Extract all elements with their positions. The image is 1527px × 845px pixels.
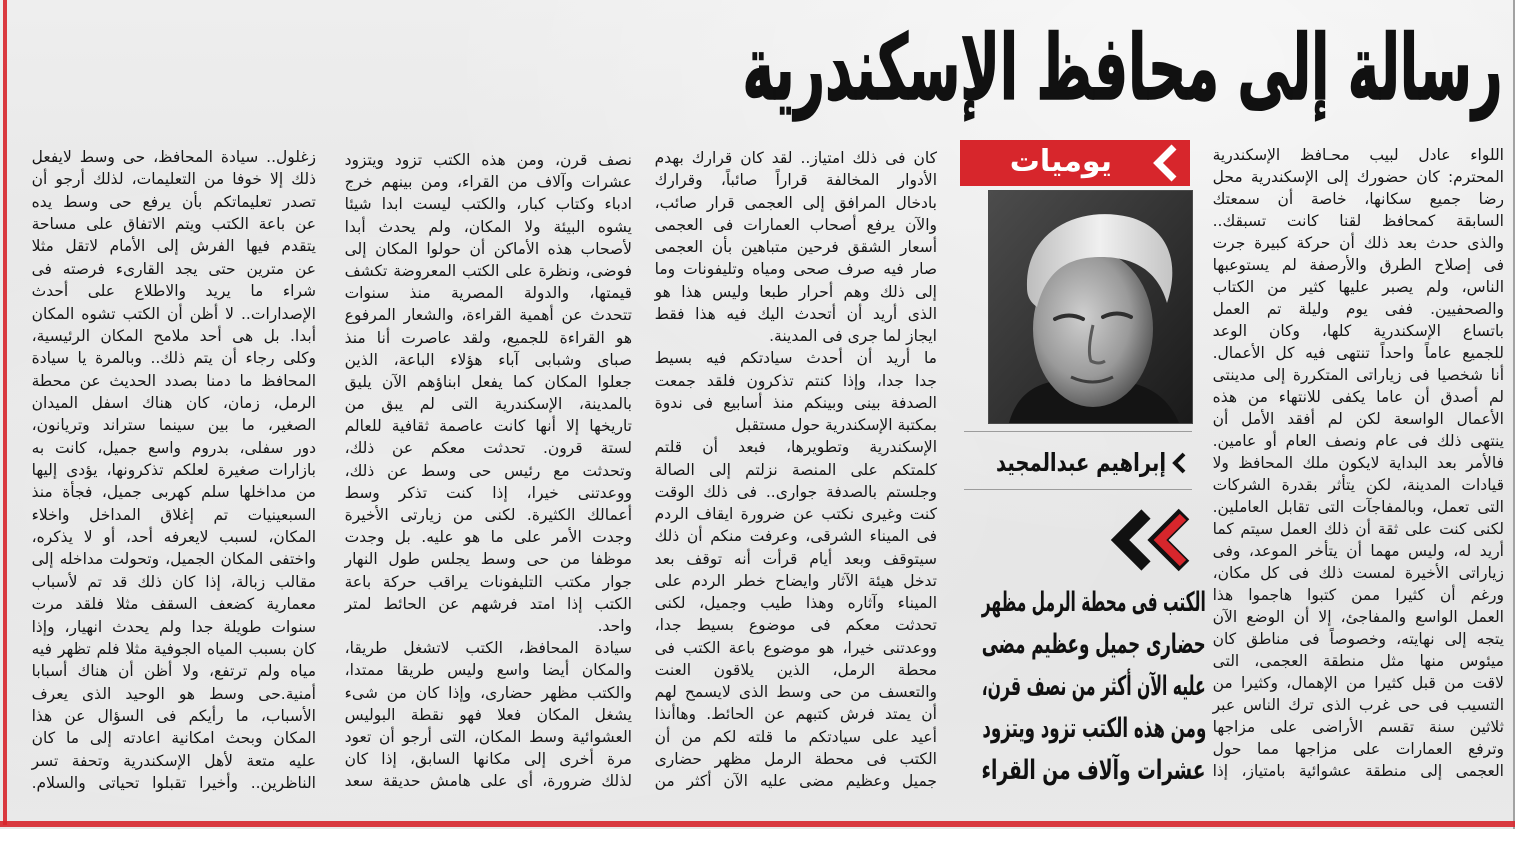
article-line-text: جوار مكتب التليفونات يراقب حركة باعة [344, 572, 632, 591]
divider [964, 431, 1192, 432]
article-line [654, 347, 937, 369]
article-line-text: ورغم أن كثيرا ممن كتبوا هاجموا هذا [1212, 586, 1504, 604]
article-line-text: الميناء وآثاره وهذا طيب وجميل، لكنى [654, 594, 937, 612]
article-line-text: معمارية كضعف السقف مثلا فلقد مرت [31, 595, 316, 614]
article-line [31, 459, 316, 481]
article-line-text: ووعدتنى خيرا، هو موضوع باعة الكتب فى [654, 638, 937, 657]
article-line [1212, 232, 1504, 254]
headline-text: رسالة إلى محافظ الإسكندرية [741, 16, 1502, 121]
article-line [1212, 716, 1504, 738]
article-line-text: جميل وعظيم مضى عليه الآن أكثر من [654, 772, 937, 790]
article-line [1212, 342, 1504, 364]
article-line-text: ذلك إلا خوفا من التعليمات، لذلك أرجو أن [31, 170, 316, 189]
article-line-text: دور سفلى، بدروم واسع جميل، كانت به [31, 438, 316, 457]
article-line-text: مقالب زبالة، إذا كان ذلك قد تم لأسباب [31, 572, 316, 591]
article-column-4 [31, 146, 316, 794]
article-line [31, 504, 316, 526]
article-line [344, 526, 632, 548]
article-line [654, 325, 937, 347]
article-line-text: ثلاثين سنة تقسم الأراضى على مزاجها [1212, 718, 1504, 736]
article-line [654, 370, 937, 392]
article-line-text: والكتب مظهر حضارى، وإذا كان من شىء [344, 683, 632, 702]
article-line-text: موظفا من حى وسط يجلس طول النهار [344, 550, 632, 569]
article-line-text: ووعدتنى خيرا، إذا كنت تذكر وسط [344, 483, 632, 502]
article-line [344, 748, 632, 770]
article-line-text: يتجه إلى نهايته، وخصوصاً فى مناطق كان [1212, 630, 1504, 648]
article-line-text: من مداخلها سلم كهربى جميل، فجأة منذ [31, 483, 316, 502]
article-line [654, 548, 937, 570]
article-line [344, 659, 632, 681]
article-line [344, 216, 632, 238]
article-line [654, 258, 937, 280]
article-line [654, 303, 937, 325]
article-line-text: الكتب إذا امتد فرشهم عن الحائط لمتر [344, 594, 632, 613]
divider [964, 489, 1192, 490]
article-line-text: العجمى إلى منطقة عشوائية بامتياز، إذا [1212, 762, 1504, 780]
article-line-text: بازارات صغيرة لعلكم تذكرونها، يؤدى إليها [31, 461, 316, 480]
article-line [1212, 540, 1504, 562]
article-line [1212, 254, 1504, 276]
article-line [1212, 364, 1504, 386]
article-column-3 [344, 149, 632, 792]
article-line-text: عشرات وآلاف من القراء، ومن بينهم خرج [344, 173, 632, 192]
article-line [31, 481, 316, 503]
article-line [1212, 496, 1504, 518]
author-name: إبراهيم عبدالمجيد [995, 448, 1166, 477]
article-line-text: لاقت من قبل كثيرا من الإهمال، وكثيرا من [1212, 674, 1504, 692]
article-line-text: تاريخها إلا أنها كانت عاصمة ثقافية للعالم [344, 417, 632, 436]
article-line-text: فى إصلاح الطرق والأرصفة لم يستوعبها [1212, 256, 1504, 274]
article-line [654, 436, 937, 458]
article-line [31, 593, 316, 615]
article-line-text: أبدا. بل هى أحد ملامح المكان الرئيسية، [31, 326, 316, 345]
pull-quote-line [982, 666, 1206, 708]
article-line-text: المحترم: كان حضورك إلى الإسكندرية محل [1212, 168, 1504, 186]
article-line-text: الإسكندرية وتطويرها، فبعد أن قلتم [654, 438, 937, 457]
article-line [654, 459, 937, 481]
article-line-text: بادخال المرافق إلى العجمى قرار صائب، [654, 193, 937, 212]
article-line [344, 482, 632, 504]
article-line-text: سيادة المحافظ، الكتب لاتشغل طريقا، [344, 639, 632, 658]
article-line [344, 593, 632, 615]
article-line [654, 281, 937, 303]
article-line-text: التسيب فى حى غرب الذى ترك الناس عبر [1212, 696, 1504, 714]
article-line [344, 704, 632, 726]
article-line [344, 171, 632, 193]
article-line-text: كلمتكم على المنصة نزلتم إلى الصالة [654, 460, 937, 479]
article-line [1212, 386, 1504, 408]
article-line-text: جعلوا المكان كما يفعل ابناؤهم الآن يليق [344, 372, 632, 391]
article-line [31, 660, 316, 682]
article-line-text: عليه متعة لأهل الإسكندرية وتحفة تسر [31, 751, 316, 770]
article-line [344, 460, 632, 482]
article-line-text: لذلك ضرورة، أى على هامش حديقة سعد [344, 772, 632, 791]
article-line-text: لستة قرون. تحدثت معكم عن ذلك، [344, 439, 632, 458]
article-line [344, 349, 632, 371]
chevron-left-icon [1150, 143, 1180, 183]
article-line-text: السابقة كمحافظ لقنا كانت تسبقك.. [1212, 212, 1504, 230]
article-line [31, 258, 316, 280]
article-line [31, 213, 316, 235]
article-line-text: يشوه البيئة ولا المكان، ولم يحدث أبدا [344, 217, 632, 236]
article-line-text: صار فيه صرف صحى ومياه وتليفونات وما [654, 260, 937, 279]
article-line [31, 548, 316, 570]
article-line [31, 370, 316, 392]
article-line [654, 525, 937, 547]
article-line-text: زياراتى الأخيرة لمست ذلك فى كل مكان، [1212, 564, 1504, 582]
article-line [1212, 628, 1504, 650]
article-line-text: ينتهى ذلك فى عام ونصف العام أو عامين. [1212, 432, 1504, 450]
article-line-text: الناظرين.. وأخيرا تقبلوا تحياتى والسلام. [31, 774, 316, 793]
article-line-text: واختفى المكان الجميل، وتحولت مداخله إلى [31, 550, 316, 569]
article-line [31, 526, 316, 548]
article-line [31, 750, 316, 772]
article-line [654, 637, 937, 659]
author-photo [988, 190, 1193, 424]
article-line-text: ميئوس منها مثل منطقة العجمى، التى [1212, 652, 1504, 670]
article-line-text: أن يمتد فرش كتبهم عن الحائط. وهاأنذا [654, 705, 937, 724]
article-line [344, 260, 632, 282]
article-line [31, 571, 316, 593]
article-line [1212, 562, 1504, 584]
article-line [344, 327, 632, 349]
article-line [654, 726, 937, 748]
article-line-text: تصدر تعليماتكم بأن يرفع حى وسط يده [31, 192, 316, 211]
pull-quote-line-text: الكتب فى محطة الرمل مظهر [981, 587, 1206, 618]
article-line [654, 703, 937, 725]
article-line [654, 570, 937, 592]
article-line-text: مياه ولم ترتفع، ولا أظن أن هناك أسبابا [31, 662, 316, 681]
article-line-text: وجلستم بالصدفة جوارى.. فى ذلك الوقت [654, 482, 937, 501]
article-line-text: كان فى ذلك امتياز.. لقد كان قرارك بهدم [654, 149, 937, 167]
article-line-text: تدخل هيئة الآثار وايضاح خطر الردم على [654, 571, 937, 590]
pull-quote-line-text: عشرات وآلاف من القراء [981, 755, 1206, 786]
article-line-text: لكنى كنت على ثقة أن ذلك العمل سيتم كما [1212, 520, 1504, 538]
article-line-text: الرمل، زمان، كان هناك اسفل الميدان [31, 393, 316, 412]
article-line [31, 638, 316, 660]
article-line-text: زغلول.. سيادة المحافظ، حى وسط لايفعل [31, 148, 316, 166]
article-line-text: كنت وغيرى نكتب عن ضرورة ايقاف الردم [654, 505, 937, 523]
article-line [654, 192, 937, 214]
article-line [344, 238, 632, 260]
article-line-text: ما أريد أن أحدث سيادتكم فيه بسيط [654, 349, 937, 368]
article-line-text: مرة أخرى إلى مكانها السابق، إذا كان [344, 750, 632, 769]
article-line-text: وترفع العمارات على مزاجها مما حول [1212, 740, 1504, 758]
article-line [1212, 430, 1504, 452]
article-line-text: كان بسبب المياه الجوفية مثلا فلم تظهر فيه [31, 639, 316, 658]
article-line [1212, 606, 1504, 628]
article-line [31, 437, 316, 459]
article-line-text: لم أصدق أن عاما يكفى للانتهاء من هذه [1212, 388, 1504, 406]
article-line-text: أعمالك الكثيرة. لكنى من زيارتى الأخيرة [344, 506, 632, 524]
article-line-text: ايجاز لما جرى فى المدينة. [769, 327, 937, 345]
article-line-text: يشغل المكان فعلا فهو نقطة البوليس [344, 705, 632, 724]
column-tag-text: يوميات [1009, 144, 1112, 179]
article-line [654, 481, 937, 503]
article-line [344, 770, 632, 792]
article-line-text: وكلى رجاء أن يتم ذلك.. وبالمرة يا سيادة [31, 349, 316, 368]
article-line [31, 392, 316, 414]
article-line [1212, 144, 1504, 166]
article-line [1212, 694, 1504, 716]
article-line-text: والتعسف من حى وسط الذى لايسمح لهم [654, 683, 937, 701]
page-bottom-rule [0, 821, 1515, 827]
article-line [344, 149, 632, 171]
article-line-text: تتحدث عن أهمية القراءة، والشعار المرفوع [344, 306, 632, 325]
article-column-2 [654, 147, 937, 792]
article-line [344, 504, 632, 526]
article-line [1212, 672, 1504, 694]
pull-quote-line [982, 582, 1206, 624]
article-line-text: فوضى، ونظرة على الكتب المعروضة تكشف [344, 261, 632, 280]
pull-quote-line-text: حضارى جميل وعظيم مضى [982, 629, 1206, 660]
article-line [31, 347, 316, 369]
article-line-text: الكتب فى محطة الرمل مظهر حضارى [654, 749, 937, 768]
article-line-text: العمل الواسع والمفاجئ، إلا أن الوضع الآن [1212, 608, 1504, 626]
article-line-text: أمنية.حى وسط هو الوحيد الذى يعرف [31, 684, 316, 703]
article-line [344, 371, 632, 393]
article-line-text: رضا جميع سكانها، خاصة أن سمعتك [1212, 190, 1504, 208]
article-line [654, 659, 937, 681]
article-line-text: سنوات طويلة جدا ولم يحدث انهيار، وإذا [31, 617, 316, 636]
pull-quote-line [982, 624, 1206, 666]
article-line-text: وجدت الأمر على ما هو عليه. بل وجدت [344, 528, 632, 547]
article-line [1212, 210, 1504, 232]
article-line [654, 414, 937, 436]
article-line [344, 615, 632, 637]
article-line-text: عن باعة الكتب ويتم الاتفاق على مساحة [31, 215, 316, 234]
double-chevron-left-icon [1106, 508, 1192, 572]
article-line-text: صباى وشبابى آباء هؤلاء الباعة، الذين [344, 350, 632, 369]
article-line-text: بالمدينة، الإسكندرية التى لم يبق من [344, 395, 632, 414]
article-line [1212, 474, 1504, 496]
pull-quote-line [982, 708, 1206, 750]
article-line-text: والآن يرفع أصحاب العمارات فى العجمى [654, 215, 937, 234]
article-line [31, 280, 316, 302]
article-line [1212, 584, 1504, 606]
pull-quote-line-text: ومن هذه الكتب تزود ويتزود [982, 713, 1206, 744]
article-line [344, 726, 632, 748]
article-line [31, 303, 316, 325]
article-line-text: المكان وبحث امكانية اعادته إلى ما كان [31, 729, 316, 748]
article-line-text: الأدوار المخالفة قراراً صائباً، وقرارك [654, 171, 937, 190]
article-line-text: والمكان أيضا واسع وليس طريقا ممتدا، [344, 661, 632, 680]
article-line-text: شراء ما يريد والاطلاع على أحدث [31, 282, 316, 301]
article-line [31, 191, 316, 213]
article-line [31, 772, 316, 794]
article-line-text: بمكتبة الإسكندرية حول مستقبل [735, 416, 937, 434]
article-line [654, 592, 937, 614]
article-line [31, 683, 316, 705]
article-line [344, 393, 632, 415]
article-line-text: إلى ذلك وهم أحرار طبعا وليس هذا هو [654, 282, 937, 301]
article-line [344, 637, 632, 659]
article-line-text: فى الميناء الشرقى، وعرفت منكم أن ذلك [654, 527, 937, 546]
article-line-text: وتحدثت مع رئيس حى وسط عن ذلك، [344, 461, 632, 480]
article-line-text: واحد. [597, 616, 632, 635]
article-line [1212, 408, 1504, 430]
article-line-text: تحدثت معكم فى موضوع بسيط جدا، [654, 616, 937, 635]
article-line [1212, 738, 1504, 760]
article-line [344, 415, 632, 437]
article-line-text: العشوائية وسط المكان، التى أرجو أن تعود [344, 727, 632, 746]
article-line [1212, 276, 1504, 298]
article-line-text: أعيد على سيادتكم ما قلته لكم من أن [654, 727, 937, 746]
article-line [31, 146, 316, 168]
article-line-text: محطة الرمل، الذين يلاقون العنت [654, 660, 937, 679]
article-line-text: أسعار الشقق فرحين متباهين بأن العجمى [654, 238, 937, 256]
chevron-left-icon [1170, 451, 1188, 475]
article-line-text: نصف قرن، ومن هذه الكتب تزود ويتزود [344, 151, 632, 169]
article-line-text: لأصحاب هذه الأماكن أن حولوا المكان إلى [344, 239, 632, 258]
pull-quote [982, 582, 1206, 792]
article-line [654, 503, 937, 525]
article-line-text: ادباء وكتاب كبار، والكتب ليست ابدا شيئا [344, 195, 632, 214]
article-line [654, 214, 937, 236]
article-line [1212, 518, 1504, 540]
article-line-text: الذى أريد أن أتحدث اليك فيه هذا فقط [654, 304, 937, 323]
pull-quote-line [982, 750, 1206, 792]
article-line [654, 236, 937, 258]
article-line-text: الإصدارات.. لا أظن أن الكتب تشوه المكان [31, 304, 316, 323]
article-line-text: أريد له، وليس مهما أن يتأخر الموعد، وفى [1212, 542, 1504, 560]
article-line [1212, 188, 1504, 210]
article-line [31, 705, 316, 727]
article-line-text: والصحفيين. ففى يوم وليلة تم العمل [1212, 300, 1504, 318]
article-line-text: الصدفة بينى وبينكم منذ أسابيع فى ندوة [654, 393, 937, 412]
article-line-text: فالأمر بعد البداية لايكون ملك المحافظ ولا [1212, 454, 1504, 472]
headline [742, 10, 1502, 128]
article-line-text: جدا جدا، وإذا كنتم تذكرون فلقد جمعت [654, 371, 937, 390]
article-line [654, 614, 937, 636]
article-line [344, 282, 632, 304]
article-line [654, 169, 937, 191]
article-line [31, 414, 316, 436]
article-line [1212, 166, 1504, 188]
article-line-text: المحافظ ما دمنا بصدد الحديث عن محطة [31, 371, 316, 390]
article-line [1212, 298, 1504, 320]
pull-quote-line-text: عليه الآن أكثر من نصف قرن، [982, 671, 1206, 702]
article-line [31, 325, 316, 347]
article-line [1212, 760, 1504, 782]
article-line [31, 616, 316, 638]
article-line-text: الصغير، ما بين سينما ستراند وتريانون، [31, 416, 316, 435]
page-edge-rule [3, 0, 7, 825]
article-line [654, 681, 937, 703]
article-line [654, 147, 937, 169]
article-line [1212, 650, 1504, 672]
article-line-text: هو القراءة للجميع، ولقد عاصرت أنا منذ [344, 328, 632, 347]
article-line [654, 770, 937, 792]
article-line [344, 571, 632, 593]
article-line [344, 682, 632, 704]
article-line [31, 235, 316, 257]
article-line [344, 304, 632, 326]
article-line [31, 727, 316, 749]
article-line [654, 392, 937, 414]
column-tag-banner [960, 140, 1190, 186]
article-line-text: عن مترين حتى يجد القارىء فرصته فى [31, 259, 316, 278]
article-line-text: قيادات المدينة، لكن يتأثر بقدرة الشركات [1212, 476, 1504, 494]
article-line-text: الناس، ولم يصبر عليها كثير من الكتاب [1212, 278, 1504, 296]
article-line-text: للجميع عاماً واحداً تنتهى فيه كل الأعمال. [1212, 344, 1504, 362]
article-line-text: المكان، لسبب لايعرفه أحد، أو لا يذكره، [31, 528, 316, 547]
article-line-text: باتساع الإسكندرية كلها، وكان الوعد [1212, 322, 1504, 340]
article-line [1212, 320, 1504, 342]
article-line-text: الأسباب، ما رأيكم فى السؤال عن هذا [31, 706, 316, 725]
author-byline [996, 440, 1166, 486]
article-line [344, 193, 632, 215]
article-line-text: والذى حدث بعد ذلك أن حركة كبيرة جرت [1212, 234, 1504, 252]
article-line [654, 748, 937, 770]
article-line-text: يتقدم فيها الفرش إلى الأمام لاتقل مثلا [31, 237, 316, 256]
article-line-text: التى تعمل، وبالمفاجآت التى تقابل العاملين. [1212, 498, 1504, 516]
article-line-text: الأعمال الواسعة لكن لم أفقد الأمل أن [1212, 410, 1504, 428]
article-line-text: اللواء عادل لبيب محـافظ الإسكندرية [1212, 146, 1504, 164]
article-line-text: قيمتها، والدولة المصرية منذ سنوات [344, 284, 632, 303]
article-line-text: السبعينيات تم إغلاق المداخل واخلاء [31, 505, 316, 524]
article-line-text: سيتوقف وبعد أيام قرأت أنه توقف بعد [654, 549, 937, 568]
article-line-text: أنا شخصيا فى زياراتى المتكررة إلى مدينتى [1212, 366, 1504, 384]
article-column-1 [1212, 144, 1504, 782]
article-line [31, 168, 316, 190]
article-line [344, 437, 632, 459]
article-line [344, 548, 632, 570]
article-line [1212, 452, 1504, 474]
